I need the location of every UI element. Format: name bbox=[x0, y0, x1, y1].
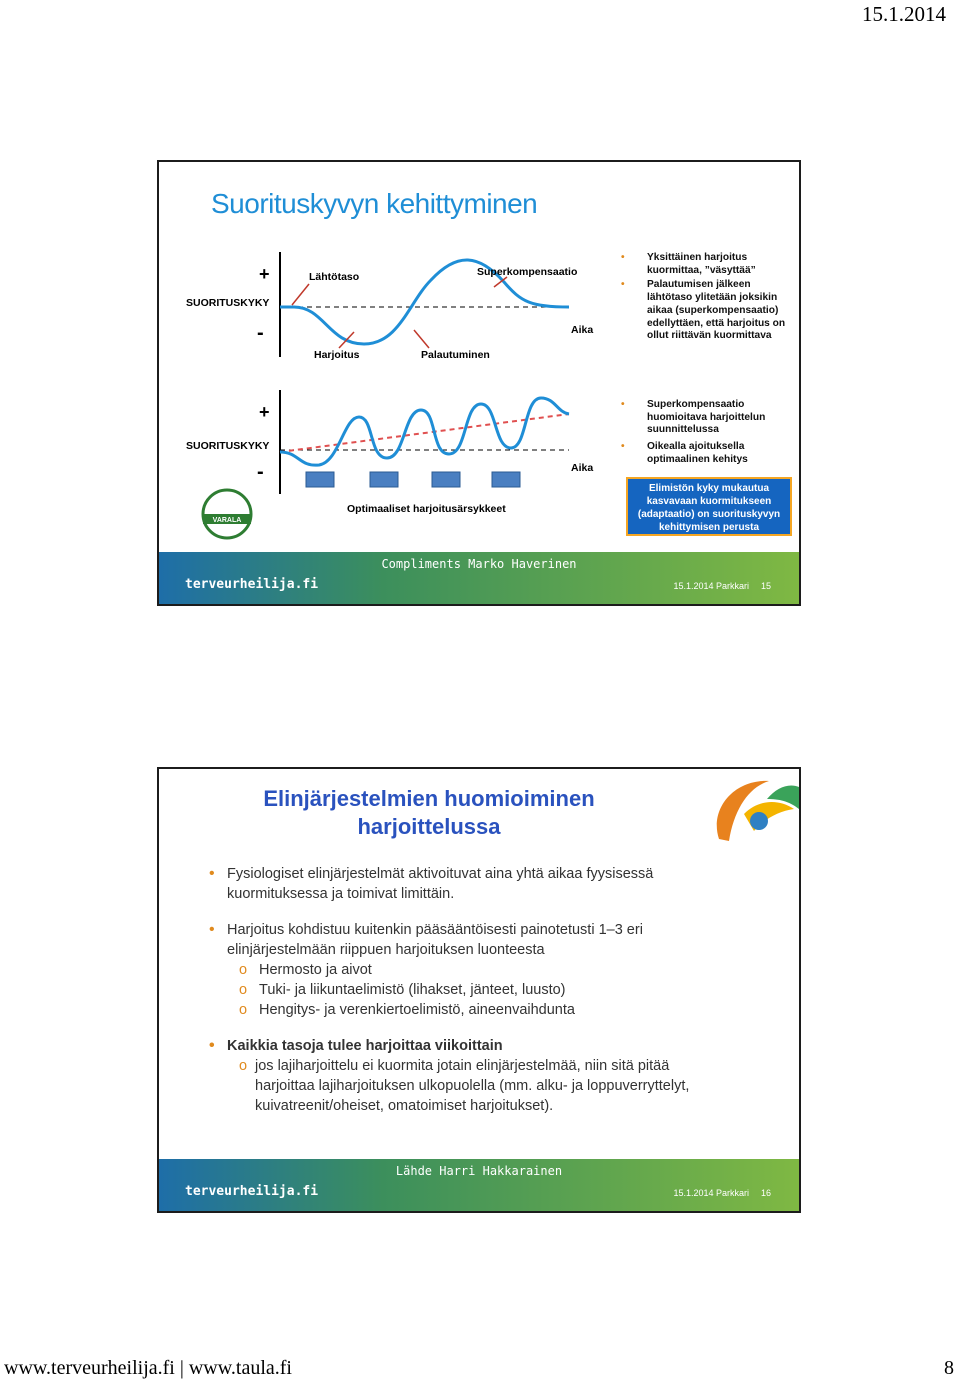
sub-bullet-item: o Hengitys- ja verenkiertoelimistö, aineenvaihdunta bbox=[239, 1002, 575, 1018]
arrow-palautuminen bbox=[414, 330, 429, 348]
footer-site: terveurheilija.fi bbox=[185, 1184, 319, 1199]
arrow-lahtotaso bbox=[292, 284, 309, 305]
axis-label-suorituskyky-2: SUORITUSKYKY bbox=[186, 440, 270, 452]
arrow-harjoitus bbox=[339, 332, 354, 348]
logo-text: VARALA bbox=[212, 517, 242, 524]
header-date: 15.1.2014 bbox=[862, 2, 946, 26]
minus-sign: - bbox=[257, 322, 264, 344]
training-block bbox=[432, 472, 460, 487]
slide-footer bbox=[159, 552, 799, 604]
footer-site: terveurheilija.fi bbox=[185, 577, 319, 592]
footer-credit: Compliments Marko Haverinen bbox=[381, 557, 577, 571]
training-block bbox=[306, 472, 334, 487]
bullet-item: • Palautumisen jälkeen lähtötaso ylitetään joksikin aikaa (superkompensaatio) edellyttäen, että harjoitus on ollut riittävän kuormittava bbox=[621, 279, 786, 342]
caption-optimaaliset: Optimaaliset harjoitusärsykkeet bbox=[347, 503, 506, 515]
slide-title: Elinjärjestelmien huomioiminen harjoittelussa bbox=[263, 786, 595, 839]
footer-date: 15.1.2014 Parkkari bbox=[673, 581, 749, 591]
logo-shape-blue bbox=[750, 812, 768, 830]
label-lahtotaso: Lähtötaso bbox=[309, 271, 360, 283]
sub-bullet-item: o Tuki- ja liikuntaelimistö (lihakset, jänteet, luusto) bbox=[239, 982, 566, 998]
bullet-item: • Harjoitus kohdistuu kuitenkin pääsääntöisesti painotetusti 1–3 eri elinjärjestelmään riippuen harjoituksen luonteesta bbox=[209, 920, 769, 960]
plus-sign: + bbox=[259, 264, 270, 284]
footer-credit: Lähde Harri Hakkarainen bbox=[395, 1164, 563, 1178]
footer-date: 15.1.2014 Parkkari bbox=[673, 1188, 749, 1198]
axis-label-suorituskyky: SUORITUSKYKY bbox=[186, 297, 270, 309]
slide-footer bbox=[159, 1159, 799, 1211]
adaptation-box: Elimistön kyky mukautua kasvavaan kuormitukseen (adaptaatio) on suorituskyvyn kehittymisen perusta bbox=[626, 477, 792, 536]
minus-sign-2: - bbox=[257, 461, 264, 483]
slide-15 bbox=[157, 160, 801, 606]
label-aika: Aika bbox=[571, 324, 594, 336]
plus-sign-2: + bbox=[259, 402, 270, 422]
footer-slide-number: 16 bbox=[760, 1188, 771, 1198]
bullet-item: • Kaikkia tasoja tulee harjoittaa viikoittain bbox=[209, 1036, 769, 1056]
sub-bullet-item: o Hermosto ja aivot bbox=[239, 962, 372, 978]
page-footer-links: www.terveurheilija.fi | www.taula.fi bbox=[4, 1357, 292, 1379]
slide-body bbox=[209, 864, 769, 1116]
footer-slide-number: 15 bbox=[760, 581, 771, 591]
performance-wave bbox=[280, 398, 569, 465]
slide-16 bbox=[157, 767, 801, 1213]
sub-bullet-item: o jos lajiharjoittelu ei kuormita jotain elinjärjestelmää, niin sitä pitää harjoittaa lajiharjoituksen ulkopuolella (mm. alku- ja loppuverryttelyt, kuivatreenit/oheiset, omatoimiset harjoitukset). bbox=[239, 1058, 690, 1114]
right-bullets-top bbox=[621, 252, 791, 343]
label-superkompensaatio: Superkompensaatio bbox=[477, 266, 578, 278]
label-harjoitus: Harjoitus bbox=[314, 349, 360, 361]
bullet-item: • Yksittäinen harjoitus kuormittaa, ”väsyttää” bbox=[621, 252, 756, 276]
bullet-item: • Superkompensaatio huomioitava harjoittelun suunnittelussa bbox=[621, 399, 766, 436]
slide-title: Suorituskyvyn kehittyminen bbox=[211, 188, 538, 219]
taula-logo bbox=[689, 769, 799, 849]
label-palautuminen: Palautuminen bbox=[421, 349, 490, 361]
bullet-item: • Oikealla ajoituksella optimaalinen kehitys bbox=[621, 441, 748, 465]
training-block bbox=[370, 472, 398, 487]
label-aika-2: Aika bbox=[571, 462, 594, 474]
bullet-item: • Fysiologiset elinjärjestelmät aktivoituvat aina yhtä aikaa fyysisessä kuormituksessa ja toimivat limittäin. bbox=[209, 864, 769, 904]
varala-logo bbox=[203, 490, 251, 538]
right-bullets-bottom bbox=[621, 399, 791, 467]
training-block bbox=[492, 472, 520, 487]
page-number: 8 bbox=[944, 1357, 954, 1379]
